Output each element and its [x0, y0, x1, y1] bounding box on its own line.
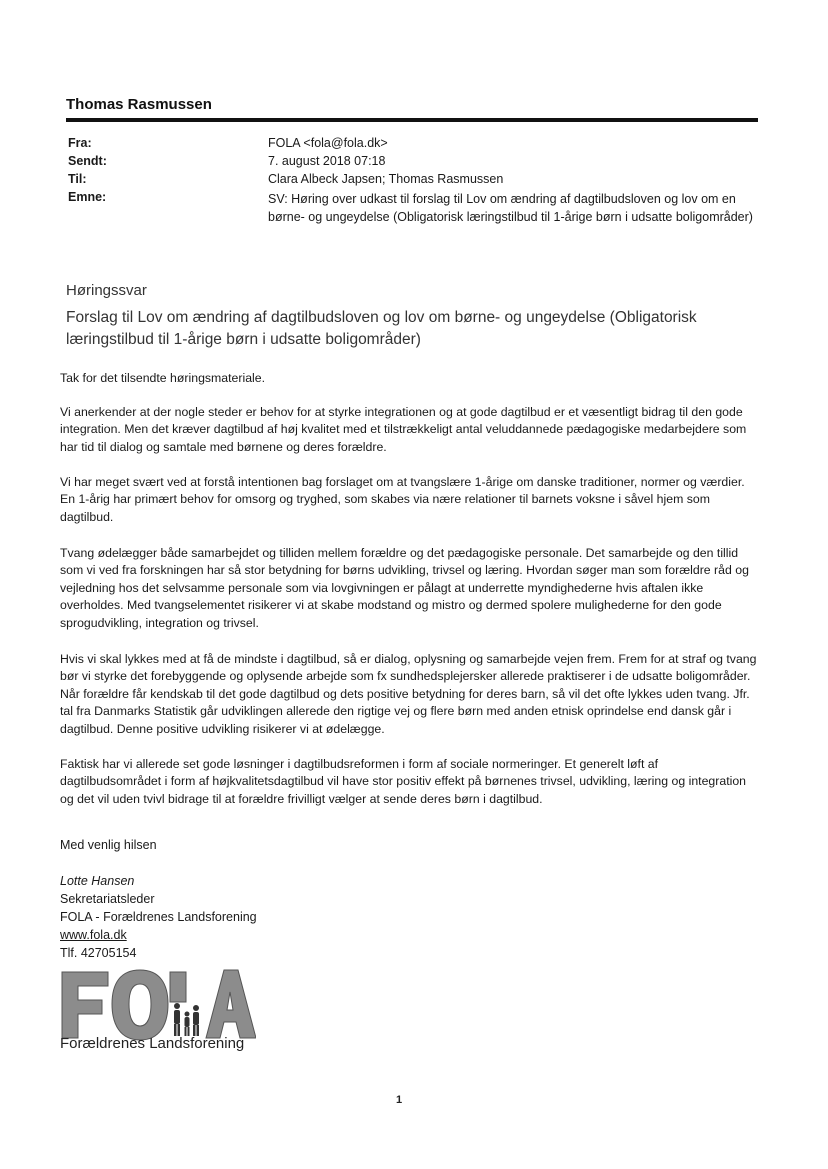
paragraph-intention: Vi har meget svært ved at forstå intentionen bag forslaget om at tvangslære 1-årige om danske traditioner, normer og værdier. En 1-årig har primært behov for omsorg og tryghed, som skabes via nære relationer til barnets voksne i såvel hjem som dagtilbud. [60, 475, 745, 524]
subject-value: SV: Høring over udkast til forslag til Lov om ændring af dagtilbudsloven og lov om en børne- og ungeydelse (Obligatorisk læringstilbud til 1-årige børn i udsatte boligområder) [268, 192, 753, 224]
phone-number: Tlf. 42705154 [60, 946, 137, 960]
to-label: Til: [68, 172, 87, 186]
closing-greeting: Med venlig hilsen [60, 838, 157, 852]
paragraph-integration: Vi anerkender at der nogle steder er behov for at styrke integrationen og at gode dagtilbud er et væsentligt bidrag til den gode integration. Men det kræver dagtilbud af høj kvalitet med et tilstrækkeligt antal veluddannede pædagogiske medarbejdere som har tid til dialog og samtale med børnene og deres forældre. [60, 405, 747, 454]
sent-value: 7. august 2018 07:18 [268, 154, 386, 168]
document-type-heading: Høringssvar [66, 282, 147, 299]
signatory-title: Sekretariatsleder [60, 892, 155, 906]
website-link[interactable]: www.fola.dk [60, 928, 127, 942]
paragraph-dialogue: Hvis vi skal lykkes med at få de mindste i dagtilbud, så er dialog, oplysning og samarbejde vejen frem. Frem for at straf og tvang bør vi styrke det forebyggende og oplysende arbejde som fx sundhedsplejersker allerede praktiserer i de udsatte boligområder. Når forældre får kendskab til det gode dagtilbud og dets positive betydning for deres barn, så vil det ofte lykkes uden tvang. Jfr. tal fra Danmarks Statistik går udviklingen allerede den rigtige vej og flere børn med anden etnisk oprindelse end dansk går i dagtilbud. Denne positive udvikling risikerer vi at ødelægge. [60, 652, 757, 736]
signatory-organization: FOLA - Forældrenes Landsforening [60, 910, 257, 924]
header-divider [66, 118, 758, 122]
logo-tagline: Forældrenes Landsforening [60, 1035, 245, 1052]
page-number: 1 [396, 1094, 403, 1106]
paragraph-solutions: Faktisk har vi allerede set gode løsninger i dagtilbudsreformen i form af sociale normeringer. Et generelt løft af dagtilbudsområdet i form af højkvalitetsdagtilbud vil have stor positiv effekt på børnenes trivsel, udvikling, læring og integration og det vil uden tvivl bidrage til at forældre frivilligt vælger at sende deres børn i dagtilbud. [60, 757, 747, 806]
paragraph-thanks: Tak for det tilsendte høringsmateriale. [60, 371, 266, 385]
signatory-name: Lotte Hansen [60, 874, 135, 888]
to-value: Clara Albeck Japsen; Thomas Rasmussen [268, 172, 504, 186]
from-value: FOLA <fola@fola.dk> [268, 136, 388, 150]
sent-label: Sendt: [68, 154, 107, 168]
subject-label: Emne: [68, 190, 107, 204]
from-label: Fra: [68, 136, 92, 150]
mailbox-owner-name: Thomas Rasmussen [66, 96, 212, 113]
paragraph-coercion: Tvang ødelægger både samarbejdet og tilliden mellem forældre og det pædagogiske personale. Det samarbejde og den tillid som vi ved fra forskningen har så stor betydning for børns udvikling, trivsel og læring. Hvordan søger man som forældre råd og vejledning hos det selvsamme personale som via lovgivningen er pålagt at underrette myndighederne hvis aftalen ikke overholdes. Med tvangselementet risikerer vi at skabe modstand og mistro og dermed spolere mulighederne for den gode sprogudvikling, integration og trivsel. [60, 546, 749, 630]
proposal-title: Forslag til Lov om ændring af dagtilbudsloven og lov om børne- og ungeydelse (Obligatorisk læringstilbud til 1-årige børn i udsatte boligområder) [66, 309, 697, 348]
